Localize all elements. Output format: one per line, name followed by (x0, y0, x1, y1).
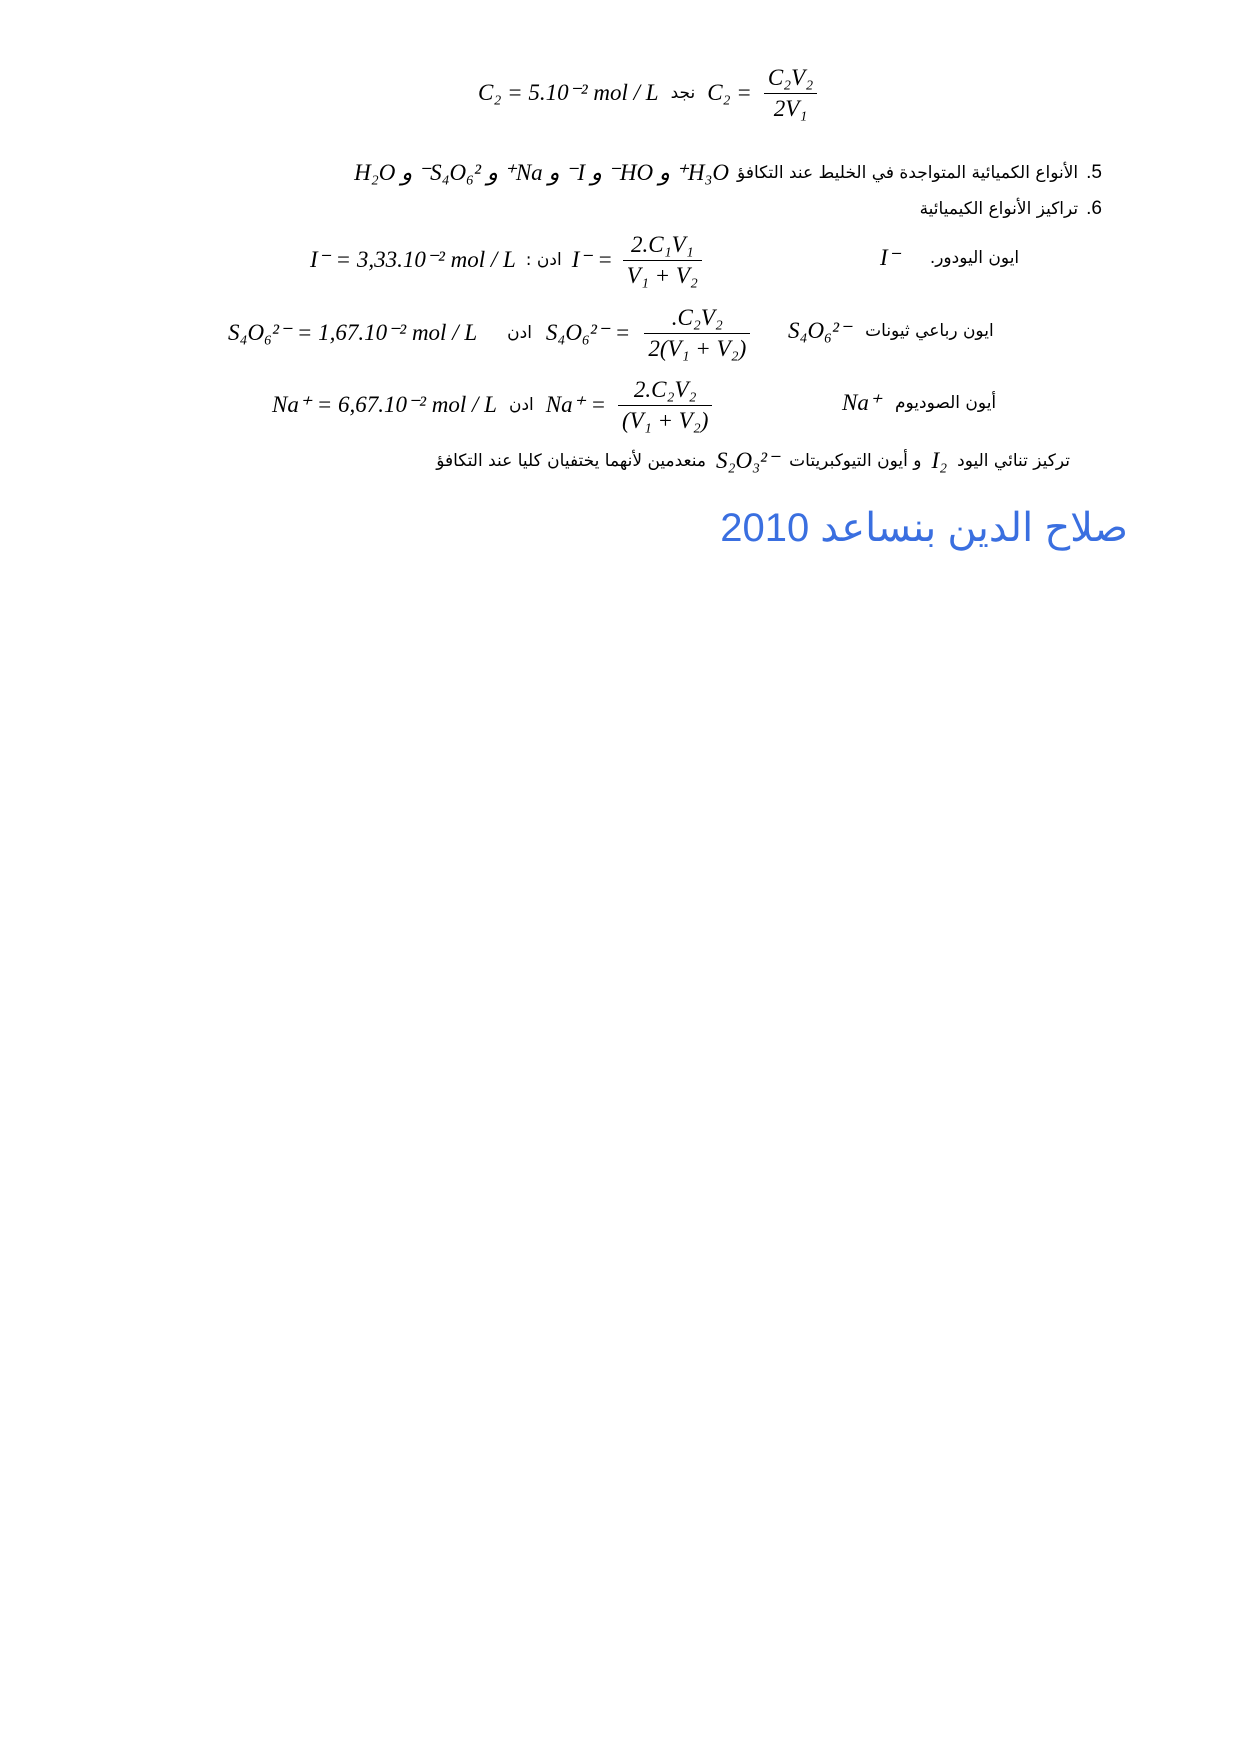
note-i2: I₂ (931, 448, 948, 473)
sodium-denominator: (V₁ + V₂) (622, 407, 709, 433)
c2-connector: نجد (670, 83, 696, 103)
iodide-label-group (880, 245, 1019, 271)
note-part1: تركيز تنائي اليود (957, 451, 1070, 471)
item-6 (920, 198, 1102, 220)
iodide-lhs: I⁻ = (571, 247, 613, 272)
c2-denominator: 2V₁ (773, 95, 808, 121)
sodium-fraction (618, 377, 712, 434)
tetrathionate-fraction (644, 305, 750, 362)
tetrathionate-lhs: S₄O₆²⁻ = (545, 320, 631, 345)
item-6-text: تراكيز الأنواع الكيميائية (919, 199, 1079, 219)
c2-formula-fraction (764, 65, 817, 122)
tetrathionate-label: ايون رباعي ثيونات (865, 321, 994, 341)
tetrathionate-numerator: .C₂V₂ (644, 305, 750, 334)
iodide-numerator: 2.C₁V₁ (623, 232, 702, 261)
tetrathionate-symbol: S₄O₆²⁻ (788, 318, 852, 343)
c2-result: C₂ = 5.10⁻² mol / L (478, 80, 659, 105)
item-6-number: .6 (1086, 198, 1102, 219)
tetrathionate-result: S₄O₆²⁻ = 1,67.10⁻² mol / L (228, 320, 478, 345)
sodium-result: Na⁺ = 6,67.10⁻² mol / L (272, 392, 497, 417)
sodium-label: أيون الصوديوم (894, 393, 997, 413)
iodide-fraction (623, 232, 702, 289)
author-signature: صلاح الدين بنساعد 2010 (720, 506, 1128, 550)
iodide-result: I⁻ = 3,33.10⁻² mol / L (310, 247, 516, 272)
item-5 (354, 160, 1102, 186)
sodium-connector: ادن (508, 395, 534, 415)
sodium-symbol: Na⁺ (842, 390, 881, 415)
item-5-species: H₃O⁺ و HO⁻ و I⁻ و Na⁺ و S₄O₆²⁻ و H₂O (354, 160, 730, 185)
item-5-number: .5 (1086, 162, 1102, 183)
tetrathionate-connector: ادن (507, 323, 532, 343)
iodide-symbol: I⁻ (880, 245, 900, 270)
tetrathionate-denominator: 2(V₁ + V₂) (648, 335, 747, 361)
sodium-formula (272, 372, 712, 438)
note-part2: و أيون التيوكبريتات (789, 451, 922, 471)
c2-formula-lhs: C₂ = (707, 80, 752, 105)
iodide-denominator: V₁ + V₂ (626, 262, 698, 288)
iodide-formula (310, 228, 702, 292)
iodide-connector: ادن : (525, 250, 562, 270)
note-line (436, 448, 1070, 474)
sodium-label-group (842, 390, 996, 416)
note-part3: منعدمين لأنهما يختفيان كليا عند التكافؤ (436, 451, 706, 471)
tetrathionate-label-group (788, 318, 994, 344)
iodide-label: ايون اليودور. (929, 248, 1020, 268)
tetrathionate-formula (228, 300, 750, 366)
c2-numerator: C₂V₂ (764, 65, 817, 94)
note-s2o3: S₂O₃²⁻ (716, 448, 780, 473)
sodium-lhs: Na⁺ = (545, 392, 607, 417)
c2-line (478, 58, 817, 128)
sodium-numerator: 2.C₂V₂ (618, 377, 712, 406)
item-5-text: الأنواع الكميائية المتواجدة في الخليط عند التكافؤ (737, 163, 1079, 183)
